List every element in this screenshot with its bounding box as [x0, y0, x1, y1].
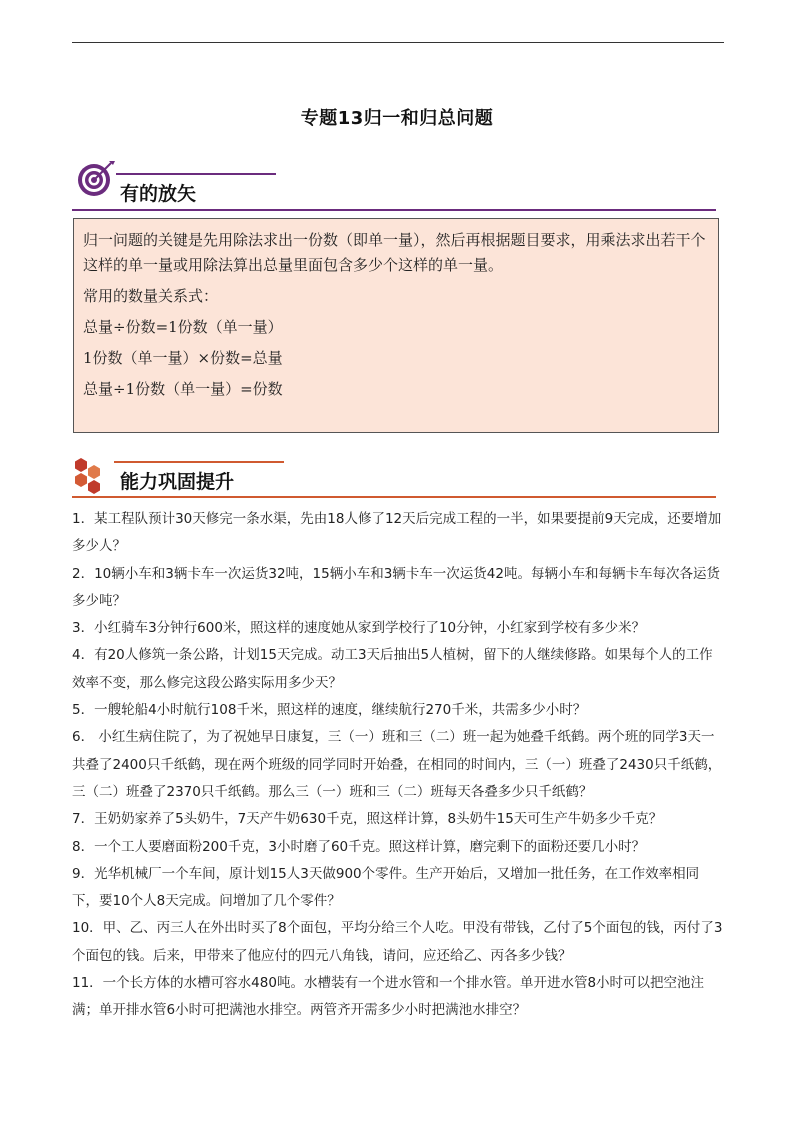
formula-3: 总量÷1份数（单一量）=份数 [83, 380, 283, 398]
hexagon-icon [72, 456, 106, 500]
problem-item: 3．小红骑车3分钟行600米，照这样的速度她从家到学校行了10分钟，小红家到学校有多少米？ [72, 620, 646, 637]
problem-item: 1．某工程队预计30天修完一条水渠，先由18人修了12天后完成工程的一半，如果要提前9天完成，还要增加多少人？ [72, 511, 722, 555]
intro-paragraph: 归一问题的关键是先用除法求出一份数（即单一量），然后再根据题目要求，用乘法求出若干个这样的单一量或用除法算出总量里面包含多少个这样的单一量。 [83, 231, 706, 274]
problem-item: 8．一个工人要磨面粉200千克，3小时磨了60千克。照这样计算，磨完剩下的面粉还要几小时？ [72, 838, 646, 855]
problem-item: 6． 小红生病住院了，为了祝她早日康复，三（一）班和三（二）班一起为她叠千纸鹤。两个班的同学3天一共叠了2400只千纸鹤，现在两个班级的同学同时开始叠，在相同的时间内，三（一）班叠了2430只千纸鹤，三（二）班叠了2370只千纸鹤。那么三（一）班和三（二）班每天各叠多少只千纸鹤？ [72, 729, 722, 800]
problem-item: 4．有20人修筑一条公路，计划15天完成。动工3天后抽出5人植树，留下的人继续修路。如果每个人的工作效率不变，那么修完这段公路实际用多少天？ [72, 647, 713, 691]
intro-box [73, 218, 719, 433]
formula-heading: 常用的数量关系式： [83, 287, 219, 305]
formula-1: 总量÷份数=1份数（单一量） [83, 318, 283, 336]
section-title-goal: 有的放矢 [120, 183, 197, 205]
problem-item: 9．光华机械厂一个车间，原计划15人3天做900个零件。生产开始后，又增加一批任务，在工作效率相同下，要10个人8天完成。问增加了几个零件？ [72, 865, 700, 910]
problem-item: 11．一个长方体的水槽可容水480吨。水槽装有一个进水管和一个排水管。单开进水管8小时可以把空池注满；单开排水管6小时可把满池水排空。两管齐开需多少小时把满池水排空？ [72, 975, 705, 1019]
problem-item: 7．王奶奶家养了5头奶牛，7天产牛奶630千克，照这样计算，8头奶牛15天可生产牛奶多少千克？ [72, 811, 663, 828]
section-header-practice [72, 452, 724, 502]
section-overline [116, 173, 276, 175]
formula-2: 1份数（单一量）×份数=总量 [83, 349, 283, 367]
header-rule [72, 42, 724, 43]
section-title-practice: 能力巩固提升 [120, 471, 235, 493]
section-underline [72, 496, 716, 498]
section-overline [114, 461, 284, 463]
problem-item: 2．10辆小车和3辆卡车一次运货32吨，15辆小车和3辆卡车一次运货42吨。每辆小车和每辆卡车每次各运货多少吨？ [72, 565, 720, 609]
problem-item: 10．甲、乙、丙三人在外出时买了8个面包，平均分给三个人吃。甲没有带钱，乙付了5个面包的钱，丙付了3个面包的钱。后来，甲带来了他应付的四元八角钱，请问，应还给乙、丙各多少钱？ [72, 920, 723, 964]
section-underline [72, 209, 716, 211]
problem-list [72, 506, 724, 1025]
section-header-goal [72, 152, 724, 212]
problem-item: 5．一艘轮船4小时航行108千米，照这样的速度，继续航行270千米，共需多少小时？ [72, 702, 587, 719]
target-icon [76, 158, 116, 198]
page-title: 专题13归一和归总问题 [300, 108, 494, 129]
